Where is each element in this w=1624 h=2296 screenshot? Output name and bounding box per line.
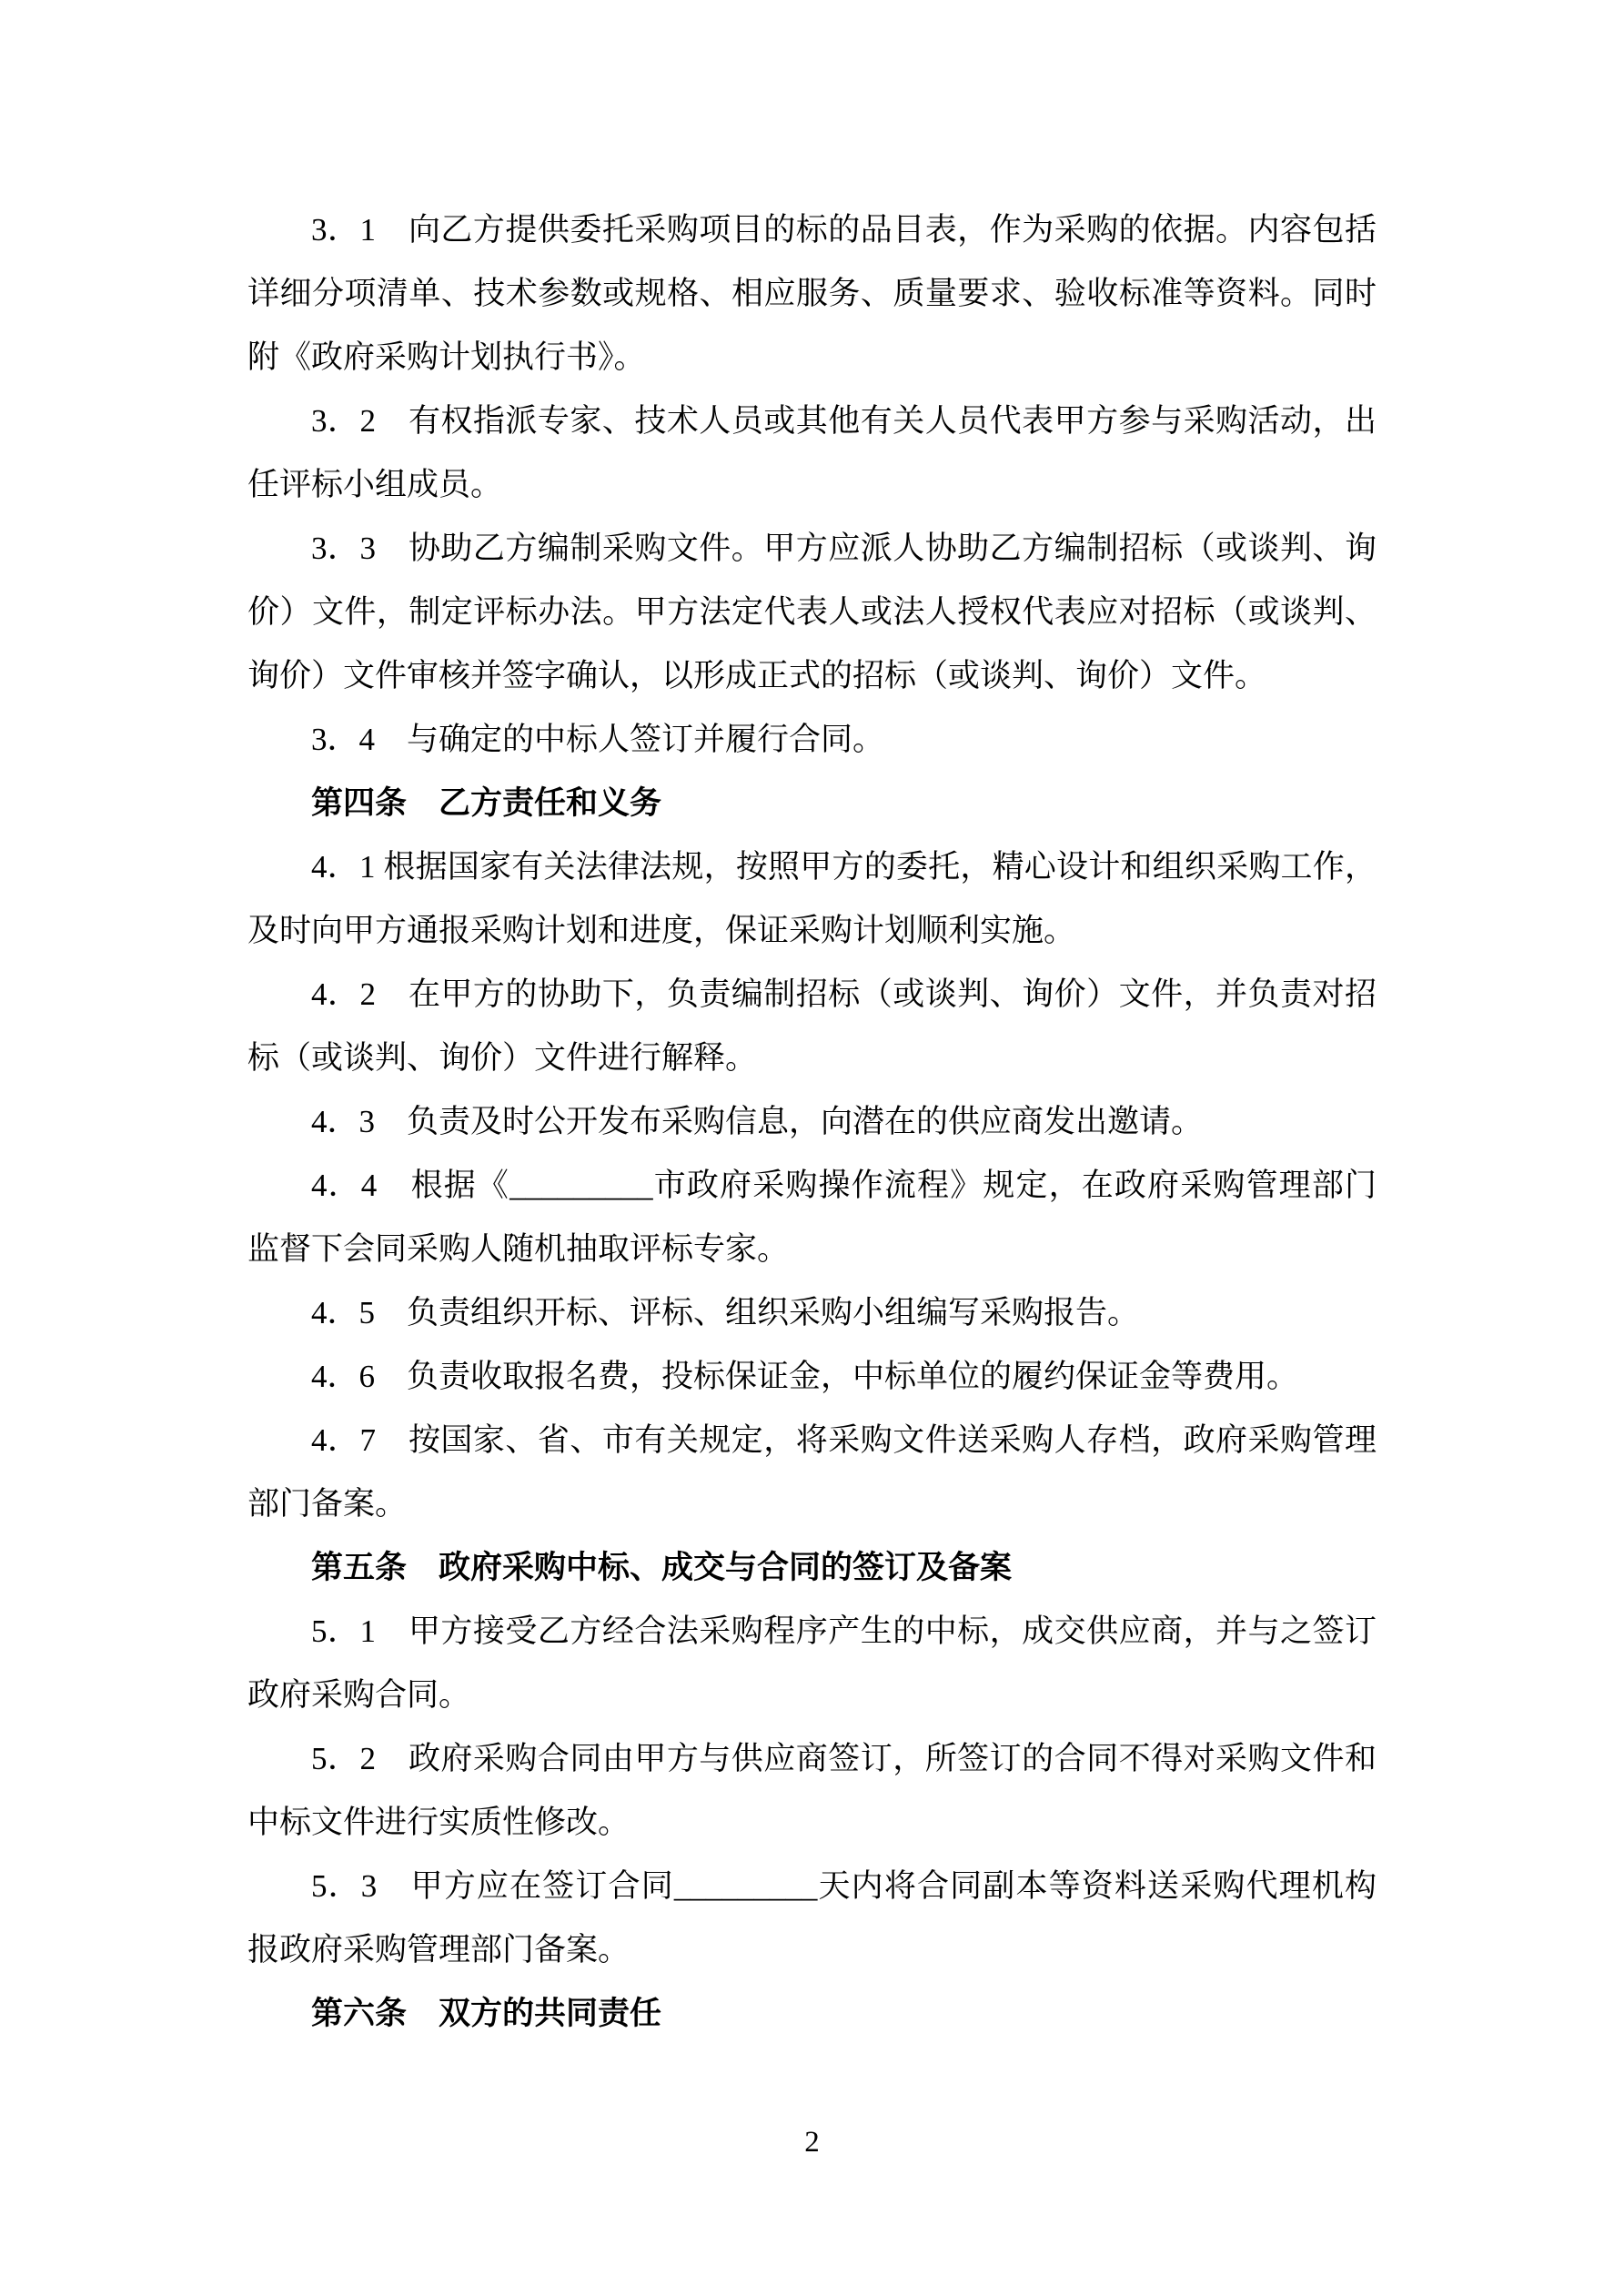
contract-paragraph: 5．3 甲方应在签订合同_________天内将合同副本等资料送采购代理机构报政府采购管理部门备案。: [247, 1868, 1377, 1967]
contract-paragraph: 5．1 甲方接受乙方经合法采购程序产生的中标，成交供应商，并与之签订政府采购合同。: [247, 1613, 1377, 1713]
contract-body: [247, 198, 1377, 2046]
contract-paragraph: 4．7 按国家、省、市有关规定，将采购文件送采购人存档，政府采购管理部门备案。: [247, 1422, 1377, 1522]
section-heading: 第四条 乙方责任和义务: [311, 785, 662, 821]
section-heading: 第五条 政府采购中标、成交与合同的签订及备案: [311, 1550, 1013, 1585]
contract-paragraph: 5．2 政府采购合同由甲方与供应商签订，所签订的合同不得对采购文件和中标文件进行实质性修改。: [247, 1741, 1377, 1840]
contract-paragraph: 4．3 负责及时公开发布采购信息，向潜在的供应商发出邀请。: [311, 1104, 1204, 1139]
contract-paragraph: 4．6 负责收取报名费，投标保证金，中标单位的履约保证金等费用。: [311, 1359, 1299, 1394]
contract-paragraph: 3．4 与确定的中标人签订并履行合同。: [311, 722, 885, 757]
section-heading: 第六条 双方的共同责任: [311, 1996, 662, 2031]
page-number: 2: [804, 2126, 820, 2159]
contract-paragraph: 4．5 负责组织开标、评标、组织采购小组编写采购报告。: [311, 1295, 1140, 1330]
contract-paragraph: 4．2 在甲方的协助下，负责编制招标（或谈判、询价）文件，并负责对招标（或谈判、询价）文件进行解释。: [247, 976, 1377, 1076]
contract-paragraph: 3．1 向乙方提供委托采购项目的标的品目表，作为采购的依据。内容包括详细分项清单、技术参数或规格、相应服务、质量要求、验收标准等资料。同时附《政府采购计划执行书》。: [247, 212, 1377, 375]
contract-paragraph: 4．1 根据国家有关法律法规，按照甲方的委托，精心设计和组织采购工作，及时向甲方通报采购计划和进度，保证采购计划顺利实施。: [247, 849, 1377, 948]
contract-paragraph: 4．4 根据《_________市政府采购操作流程》规定，在政府采购管理部门监督下会同采购人随机抽取评标专家。: [247, 1168, 1377, 1267]
contract-paragraph: 3．2 有权指派专家、技术人员或其他有关人员代表甲方参与采购活动，出任评标小组成员。: [247, 403, 1377, 502]
contract-paragraph: 3．3 协助乙方编制采购文件。甲方应派人协助乙方编制招标（或谈判、询价）文件，制定评标办法。甲方法定代表人或法人授权代表应对招标（或谈判、询价）文件审核并签字确认，以形成正式的招标（或谈判、询价）文件。: [247, 531, 1377, 693]
